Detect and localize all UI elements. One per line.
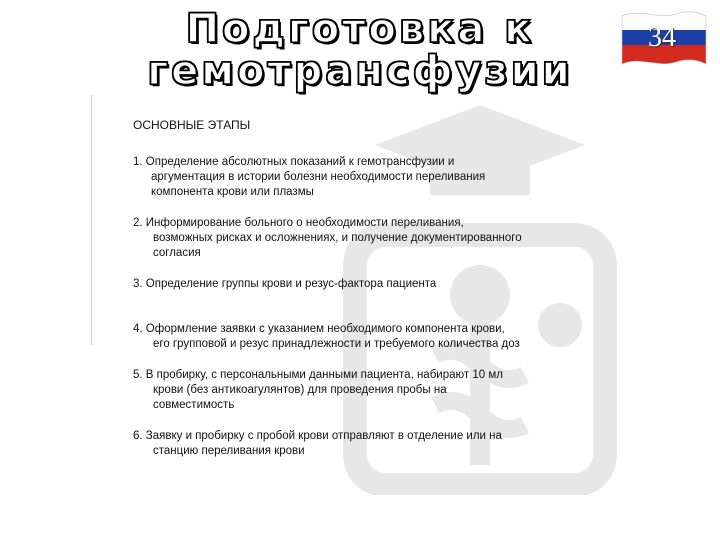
step-line: 6. Заявку и пробирку с пробой крови отправляют в отделение или на	[133, 430, 502, 442]
step-item-5	[133, 368, 613, 413]
step-line: совместимость	[153, 399, 235, 411]
slide-title-line-1: Подготовка к	[185, 6, 535, 52]
step-item-4	[133, 322, 613, 352]
page-number: 34	[648, 22, 676, 53]
step-item-3	[133, 277, 613, 292]
step-line: согласия	[153, 247, 201, 259]
left-divider	[91, 95, 92, 345]
step-line: возможных рисках и осложнениях, и получение документированного	[153, 232, 522, 244]
steps-list	[133, 155, 613, 459]
step-line: 1. Определение абсолютных показаний к гемотрансфузии и	[133, 156, 455, 168]
step-line: 3. Определение группы крови и резус-фактора пациента	[133, 278, 437, 290]
step-line: аргументация в истории болезни необходимости переливания	[151, 171, 486, 183]
slide-title	[90, 8, 630, 92]
section-heading: ОСНОВНЫЕ ЭТАПЫ	[133, 118, 251, 132]
slide-title-line-2: гемотрансфузии	[147, 48, 573, 94]
step-line: 4. Оформление заявки с указанием необходимого компонента крови,	[133, 323, 505, 335]
content-block	[133, 118, 613, 475]
step-item-1	[133, 155, 613, 200]
step-line: компонента крови или плазмы	[151, 186, 314, 198]
step-line: станцию переливания крови	[153, 445, 305, 457]
step-item-6	[133, 429, 613, 459]
step-line: 5. В пробирку, с персональными данными пациента, набирают 10 мл	[133, 369, 503, 381]
step-line: 2. Информирование больного о необходимости переливания,	[133, 217, 464, 229]
step-line: его групповой и резус принадлежности и требуемого количества доз	[153, 338, 520, 350]
step-item-2	[133, 216, 613, 261]
step-line: крови (без антикоагулянтов) для проведения пробы на	[153, 384, 447, 396]
